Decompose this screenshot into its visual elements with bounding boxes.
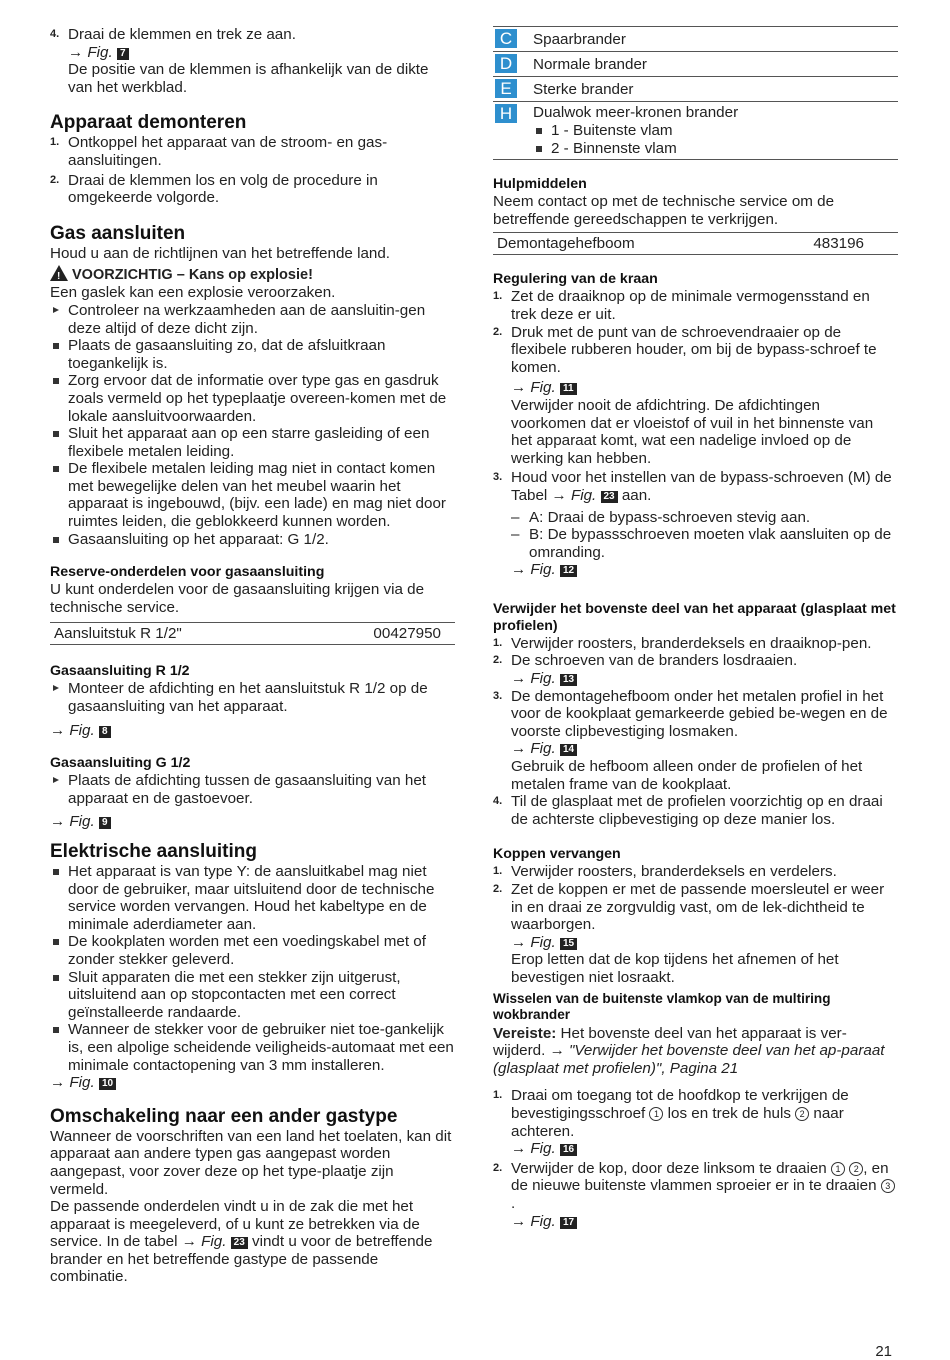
step-2: 2. Draai de klemmen los en volg de procedure in omgekeerde volgorde. — [50, 171, 378, 207]
callout-1: 1 — [831, 1162, 845, 1176]
list-item: Gasaansluiting op het apparaat: G 1/2. — [50, 531, 455, 549]
dash-item: – A: Draai de bypass-schroeven stevig aan. — [511, 508, 811, 526]
action-item: Monteer de afdichting en het aansluitstuk R 1/2 op de gasaansluiting van het apparaat. — [50, 680, 455, 715]
subsection-title: Wisselen van de buitenste vlamkop van de multiring wokbrander — [493, 990, 831, 1022]
paragraph: Wanneer de voorschriften van een land het toelaten, kan dit apparaat aan andere typen gas aangepast worden aangepast, voor zover deze op het type-plaatje zijn vermeld. — [50, 1127, 452, 1198]
bullet-icon — [53, 975, 59, 981]
warning-heading: !VOORZICHTIG – Kans op explosie! — [50, 265, 455, 284]
page-number: 21 — [875, 1343, 892, 1360]
step-4: 4. Til de glasplaat met de profielen voorzichtig op en draai de achterste clipbevestiging op deze manier los. — [493, 793, 883, 828]
arrow-icon — [53, 777, 59, 783]
tools-table — [493, 232, 898, 255]
gas-intro: Houd u aan de richtlijnen van het betreffende land. — [50, 244, 390, 262]
step-3: 3. De demontagehefboom onder het metalen profiel in het voor de kookplaat gemarkeerde gebied be-wegen en de voorste clipbevestiging losmaken. → Fig. 14 Gebruik de hefboom alleen onder de profielen of het metalen frame van de kookplaat. — [493, 688, 898, 794]
list-item: Zorg ervoor dat de informatie over type gas en gasdruk zoals vermeld op het typeplaatje overeen-komen met de lokale aansluitvoorwaarden. — [50, 372, 455, 425]
burner-letter: C — [495, 29, 517, 48]
step-1: 1. Verwijder roosters, branderdeksels en draaiknop-pen. — [493, 634, 872, 652]
action-item: Controleer na werkzaamheden aan de aansluitin-gen deze altijd of deze dicht zijn. — [50, 302, 455, 337]
cross-reference-link[interactable]: → "Verwijder het bovenste deel van het ap-paraat (glasplaat met profielen)", Pagina 21 — [493, 1042, 885, 1077]
list-item: Wanneer de stekker voor de gebruiker niet toe-gankelijk is, een alpolige scheidende veiligheids-automaat met een minimale contactopening van 3 mm installeren. — [50, 1021, 455, 1074]
bullet-icon — [53, 869, 59, 875]
table-row — [493, 27, 898, 52]
section-title: Omschakeling naar een ander gastype — [50, 1105, 398, 1127]
list-item: 2 - Binnenste vlam — [533, 140, 894, 158]
step-1: 1. Zet de draaiknop op de minimale vermogensstand en trek deze er uit. — [493, 288, 870, 323]
step-2: 2. Verwijder de kop, door deze linksom te draaien 1 2 , en de nieuwe buitenste vlammen sproeier er in te draaien 3. → Fig. 17 — [493, 1160, 898, 1230]
callout-1: 1 — [649, 1107, 663, 1121]
paragraph: De passende onderdelen vindt u in de zak die met het apparaat is meegeleverd, of u kunt ze betrekken via de service. In de tabel → Fig. 23 vindt u voor de betreffende brander en het betreffende gastype de passende combinatie. — [50, 1198, 433, 1286]
table-row — [493, 102, 898, 160]
dash-item: – B: De bypassschroeven moeten vlak aansluiten op de omranding. — [511, 526, 892, 561]
fig-badge: 17 — [560, 1217, 577, 1229]
fig-ref: → Fig. 7 — [68, 44, 455, 62]
section-title: Elektrische aansluiting — [50, 841, 257, 862]
step-2: 2. Druk met de punt van de schroevendraaier op de flexibele rubberen houder, om bij de bypass-schroef te komen. → Fig. 11 Verwijder nooit de afdichtring. De afdichtingen voorkomen dat er vloeistof of vuil in het binnenste van het apparaat komt, wat een nadelige invloed op de werking kan hebben. — [493, 324, 898, 468]
section-title: Apparaat demonteren — [50, 112, 247, 134]
step-3: 3. Houd voor het instellen van de bypass-schroeven (M) de Tabel → Fig. 23 aan. – A: Draai de bypass-schroeven stevig aan. – B: De bypassschroeven moeten vlak aansluiten op de omranding. → Fig. 12 — [493, 469, 898, 579]
step-text: Draai de klemmen en trek ze aan. — [68, 26, 296, 43]
arrow-icon — [53, 685, 59, 691]
left-column — [50, 26, 455, 1286]
table-row — [50, 623, 455, 645]
warning-icon — [50, 265, 68, 281]
list-item: Sluit het apparaat aan op een starre gasleiding of een flexibele metalen leiding. — [50, 425, 455, 460]
table-row — [493, 52, 898, 77]
fig-ref: → Fig. 14 — [511, 740, 898, 758]
burner-name: Normale brander — [533, 55, 647, 73]
step-note: Verwijder nooit de afdichtring. De afdichtingen voorkomen dat er vloeistof of vuil in het binnenste van het apparaat komt, wat een nadelige invloed op de werking kan hebben. — [511, 396, 874, 467]
fig-badge: 23 — [601, 491, 618, 503]
fig-ref: → Fig. 8 — [50, 722, 455, 740]
action-item: Plaats de afdichting tussen de gasaansluiting van het apparaat en de gastoevoer. — [50, 772, 455, 807]
fig-ref: → Fig. 10 — [50, 1074, 455, 1092]
burner-table — [493, 26, 898, 160]
right-column — [493, 26, 898, 1230]
table-row — [493, 77, 898, 102]
bullet-icon — [53, 431, 59, 437]
step-note: Erop letten dat de kop tijdens het afnemen of het bevestigen niet losraakt. — [511, 951, 839, 986]
paragraph: Neem contact op met de technische service om de betreffende gereedschappen te verkrijgen. — [493, 193, 835, 228]
fig-ref: → Fig. 16 — [511, 1140, 898, 1158]
fig-badge: 9 — [99, 817, 111, 829]
step-4: 4. Draai de klemmen en trek ze aan. → Fig. 7 De positie van de klemmen is afhankelijk van de dikte van het werkblad. — [50, 26, 455, 96]
bullet-icon — [536, 128, 542, 134]
burner-name: Dualwok meer-kronen brander — [533, 104, 739, 121]
part-name: Aansluitstuk R 1/2" — [50, 623, 298, 645]
step-note: Gebruik de hefboom alleen onder de profielen of het metalen frame van de kookplaat. — [511, 758, 863, 793]
fig-badge: 10 — [99, 1078, 116, 1090]
fig-badge: 15 — [560, 938, 577, 950]
requirement: Vereiste: Het bovenste deel van het apparaat is ver-wijderd. → "Verwijder het bovenste deel van het ap-paraat (glasplaat met profielen)", Pagina 21 — [493, 1024, 885, 1077]
subsection-title: Gasaansluiting R 1/2 — [50, 663, 190, 680]
fig-badge: 8 — [99, 726, 111, 738]
fig-badge: 23 — [231, 1237, 248, 1249]
step-note: De positie van de klemmen is afhankelijk van de dikte van het werkblad. — [68, 61, 429, 96]
list-item: Sluit apparaten die met een stekker zijn uitgerust, uitsluitend aan op stopcontacten met een correct geïnstalleerde randaarde. — [50, 969, 455, 1022]
bullet-icon — [53, 466, 59, 472]
step-2: 2. Zet de koppen er met de passende moersleutel er weer in en draai ze zorgvuldig vast, om de lek-dichtheid te waarborgen. → Fig. 15 Erop letten dat de kop tijdens het afnemen of het bevestigen niet losraakt. — [493, 881, 898, 987]
reserve-text: U kunt onderdelen voor de gasaansluiting krijgen via de technische service. — [50, 581, 425, 616]
fig-ref: → Fig. 13 — [511, 670, 898, 688]
fig-badge: 7 — [117, 48, 129, 60]
step-1: 1. Draai om toegang tot de hoofdkop te verkrijgen de bevestigingsschroef 1 los en trek de huls 2 naar achteren. → Fig. 16 — [493, 1087, 898, 1157]
part-code: 00427950 — [298, 623, 455, 645]
callout-3: 3 — [881, 1179, 895, 1193]
callout-2: 2 — [849, 1162, 863, 1176]
bullet-icon — [53, 1027, 59, 1033]
burner-letter: E — [495, 79, 517, 98]
tool-name: Demontagehefboom — [493, 233, 745, 255]
fig-badge: 12 — [560, 565, 577, 577]
tool-code: 483196 — [745, 233, 898, 255]
fig-ref: → Fig. 11 — [511, 379, 898, 397]
burner-name: Sterke brander — [533, 80, 634, 98]
fig-badge: 16 — [560, 1144, 577, 1156]
list-item: Het apparaat is van type Y: de aansluitkabel mag niet door de gebruiker, maar uitsluitend door de technische service worden vervangen. Houd het kabeltype en de minimale aderdiameter aan. — [50, 863, 455, 933]
bullet-icon — [536, 146, 542, 152]
fig-ref: → Fig. 15 — [511, 934, 898, 952]
arrow-icon — [53, 307, 59, 313]
bullet-icon — [53, 343, 59, 349]
fig-badge: 11 — [560, 383, 577, 395]
bullet-icon — [53, 939, 59, 945]
fig-ref: → Fig. 12 — [511, 561, 898, 579]
warning-text: Een gaslek kan een explosie veroorzaken. — [50, 284, 336, 302]
step-1: 1. Ontkoppel het apparaat van de stroom- en gas-aansluitingen. — [50, 134, 388, 169]
bullet-icon — [53, 378, 59, 384]
parts-table — [50, 622, 455, 645]
subsection-title: Reserve-onderdelen voor gasaansluiting — [50, 564, 325, 581]
subsection-title: Hulpmiddelen — [493, 176, 587, 193]
fig-ref: → Fig. 17 — [511, 1213, 898, 1231]
section-title: Gas aansluiten — [50, 222, 186, 244]
fig-badge: 13 — [560, 674, 577, 686]
burner-letter: D — [495, 54, 517, 73]
step-2: 2. De schroeven van de branders losdraaien. → Fig. 13 — [493, 652, 898, 687]
fig-ref: → Fig. 9 — [50, 813, 455, 831]
subsection-title: Regulering van de kraan — [493, 271, 658, 288]
fig-badge: 14 — [560, 744, 577, 756]
list-item: De kookplaten worden met een voedingskabel met of zonder stekker geleverd. — [50, 933, 455, 968]
callout-2: 2 — [795, 1107, 809, 1121]
burner-name: Spaarbrander — [533, 30, 626, 48]
subsection-title: Verwijder het bovenste deel van het apparaat (glasplaat met profielen) — [493, 600, 896, 634]
burner-letter: H — [495, 104, 517, 123]
table-row — [493, 233, 898, 255]
list-item: Plaats de gasaansluiting zo, dat de afsluitkraan toegankelijk is. — [50, 337, 455, 372]
bullet-icon — [53, 537, 59, 543]
list-item: 1 - Buitenste vlam — [533, 122, 894, 140]
subsection-title: Koppen vervangen — [493, 846, 621, 863]
step-1: 1. Verwijder roosters, branderdeksels en verdelers. — [493, 863, 837, 881]
subsection-title: Gasaansluiting G 1/2 — [50, 755, 191, 772]
list-item: De flexibele metalen leiding mag niet in contact komen met bewegelijke delen van het meubel waarin het apparaat is ingebouwd, (bijv. een lade) en mag niet door ruimtes leiden, die geblokkeerd kunnen worden. — [50, 460, 455, 530]
